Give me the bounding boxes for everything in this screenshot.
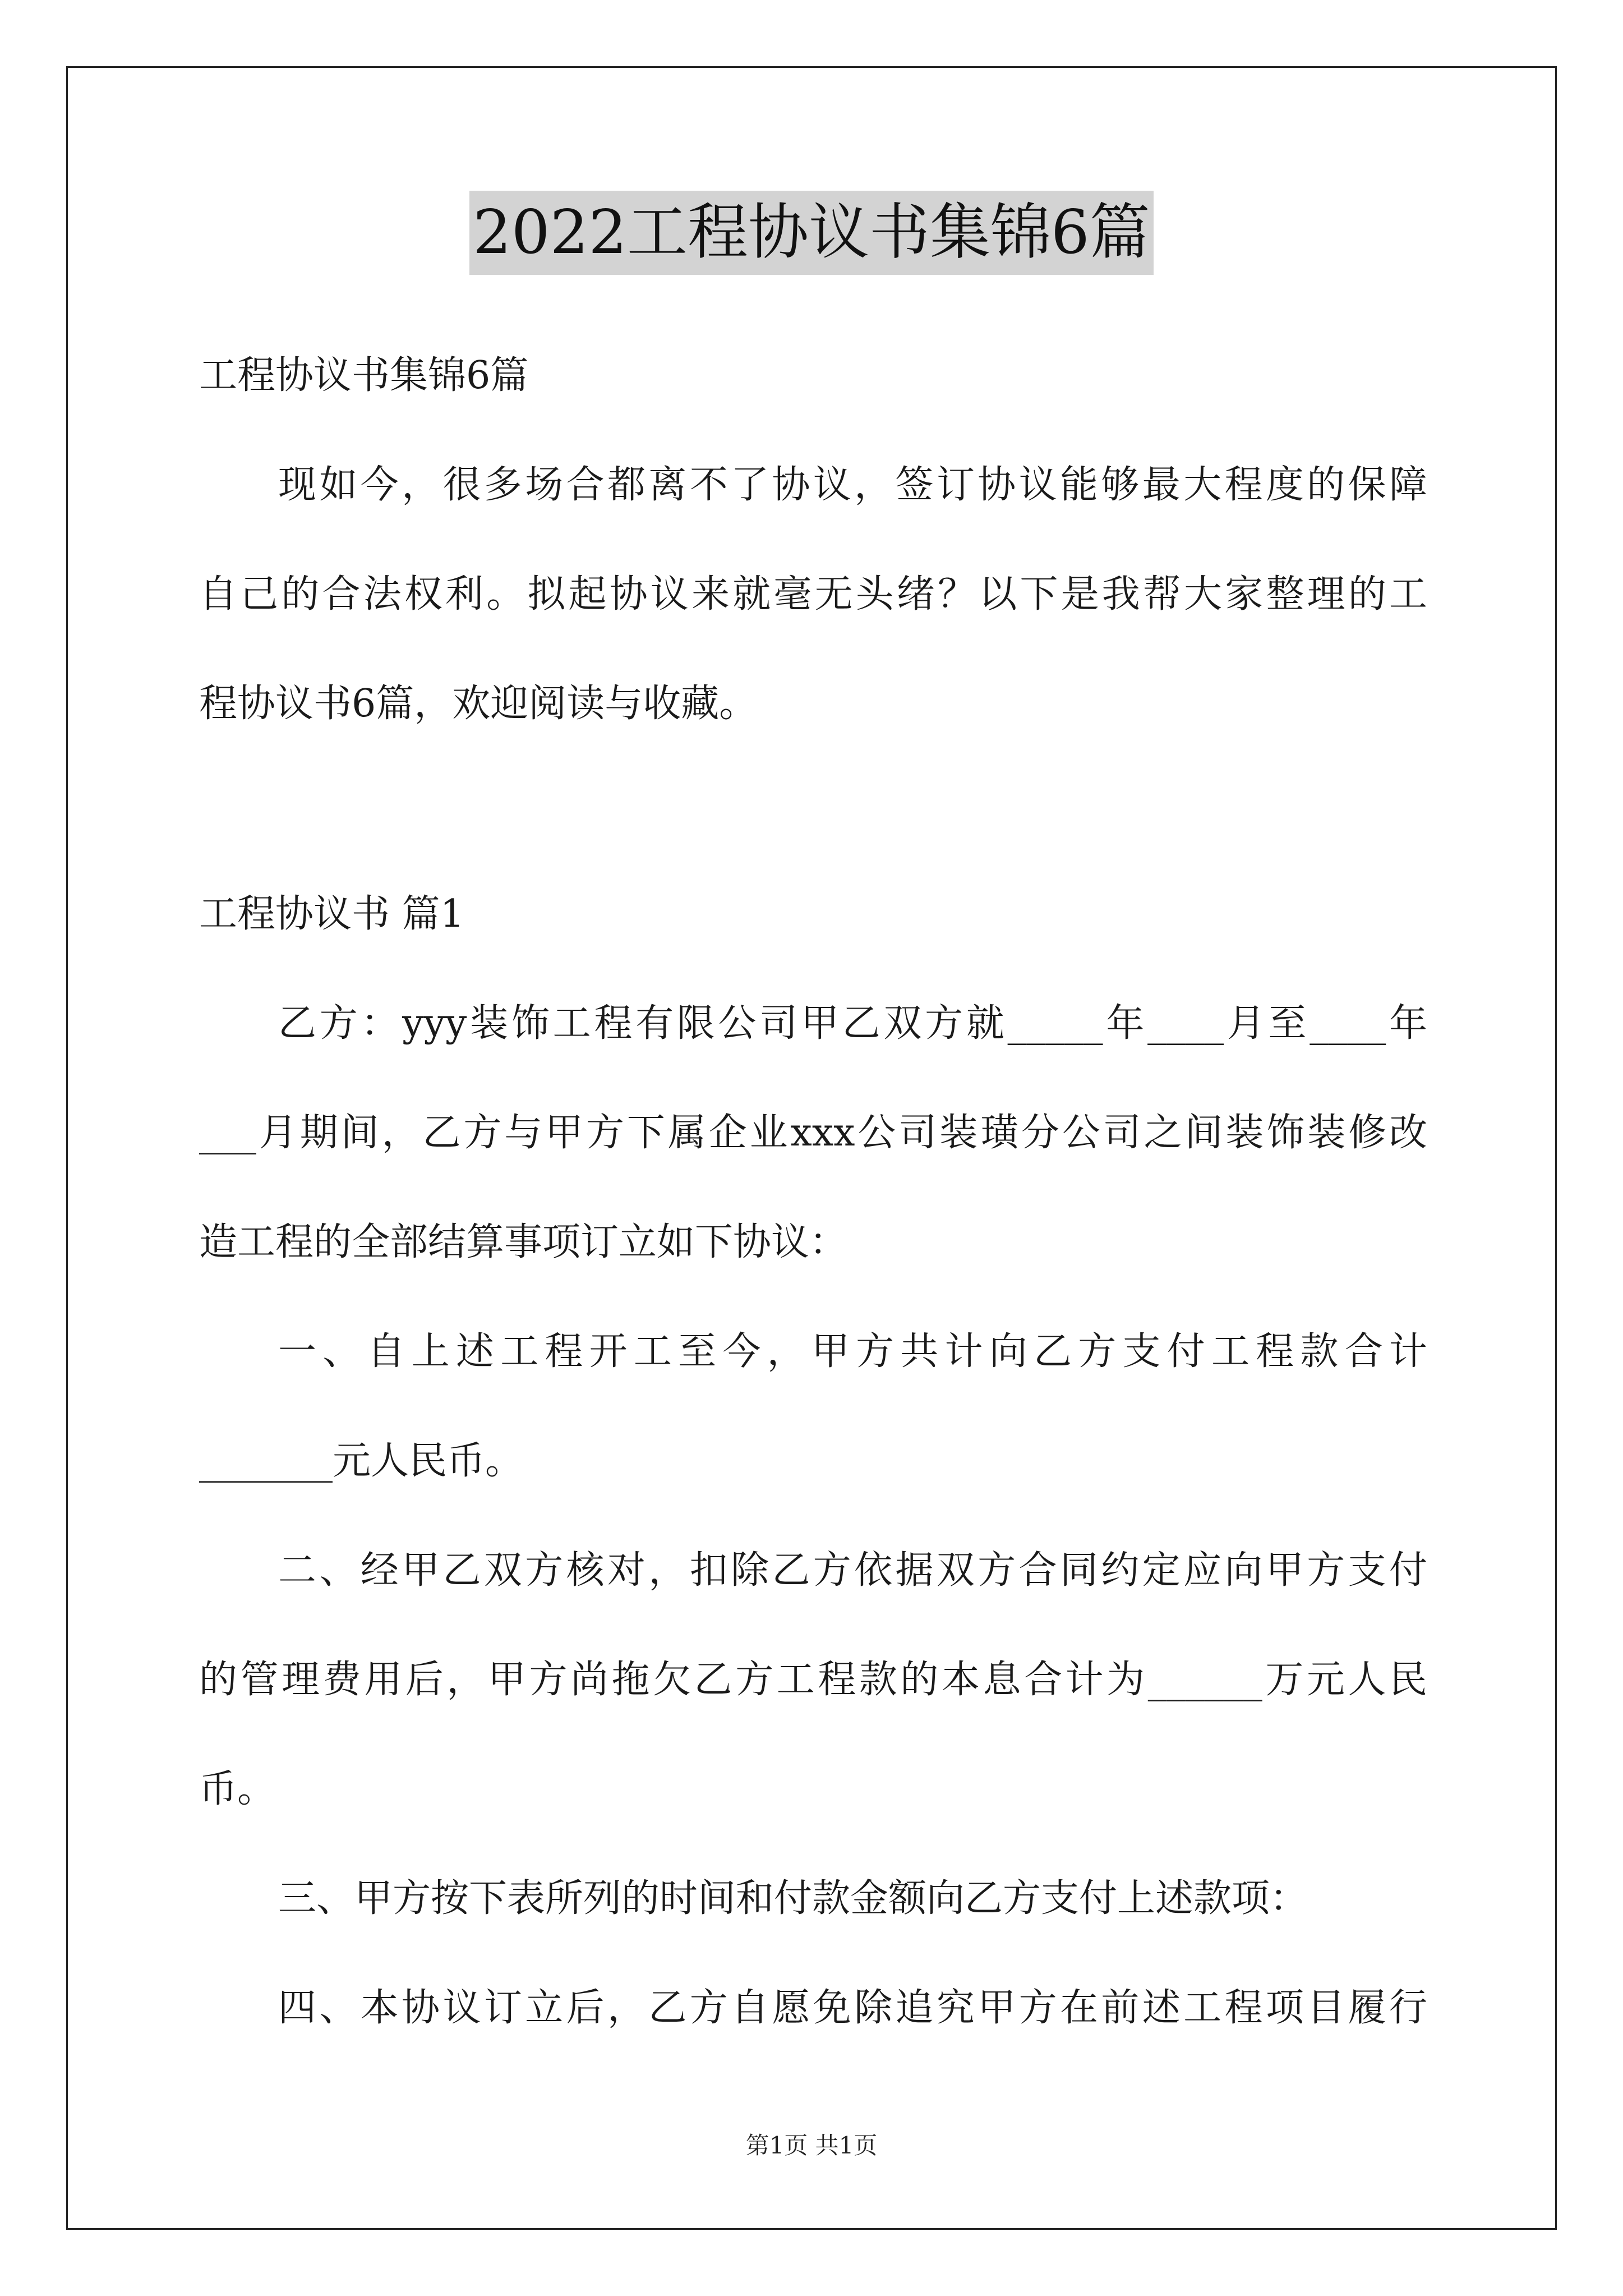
clause-4-line-1: 四、本协议订立后，乙方自愿免除追究甲方在前述工程项目履行 [278, 1986, 1427, 2030]
page-footer: 第1页 共1页 [745, 2132, 878, 2159]
section-heading: 工程协议书 篇1 [199, 892, 464, 936]
intro-line-3: 程协议书6篇，欢迎阅读与收藏。 [199, 682, 758, 726]
party-line-3: 造工程的全部结算事项订立如下协议： [199, 1220, 848, 1264]
clause-1-line-1: 一、自上述工程开工至今，甲方共计向乙方支付工程款合计 [278, 1329, 1427, 1374]
clause-2-line-2: 的管理费用后，甲方尚拖欠乙方工程款的本息合计为______万元人民 [199, 1658, 1427, 1702]
title-text: 2022工程协议书集锦6篇 [469, 191, 1154, 275]
clause-2-line-3: 币。 [199, 1767, 276, 1811]
subtitle: 工程协议书集锦6篇 [199, 353, 529, 398]
document-title [0, 191, 1623, 275]
clause-3-line-1: 三、甲方按下表所列的时间和付款金额向乙方支付上述款项： [278, 1876, 1308, 1921]
clause-2-line-1: 二、经甲乙双方核对，扣除乙方依据双方合同约定应向甲方支付 [278, 1548, 1427, 1593]
party-line-1: 乙方：yyy装饰工程有限公司甲乙双方就_____年____月至____年 [278, 1001, 1427, 1046]
intro-line-2: 自己的合法权利。拟起协议来就毫无头绪？以下是我帮大家整理的工 [199, 572, 1427, 616]
party-line-2: ___月期间，乙方与甲方下属企业xxx公司装璜分公司之间装饰装修改 [199, 1111, 1427, 1155]
clause-1-line-2: _______元人民币。 [199, 1439, 524, 1483]
intro-line-1: 现如今，很多场合都离不了协议，签订协议能够最大程度的保障 [278, 463, 1427, 507]
